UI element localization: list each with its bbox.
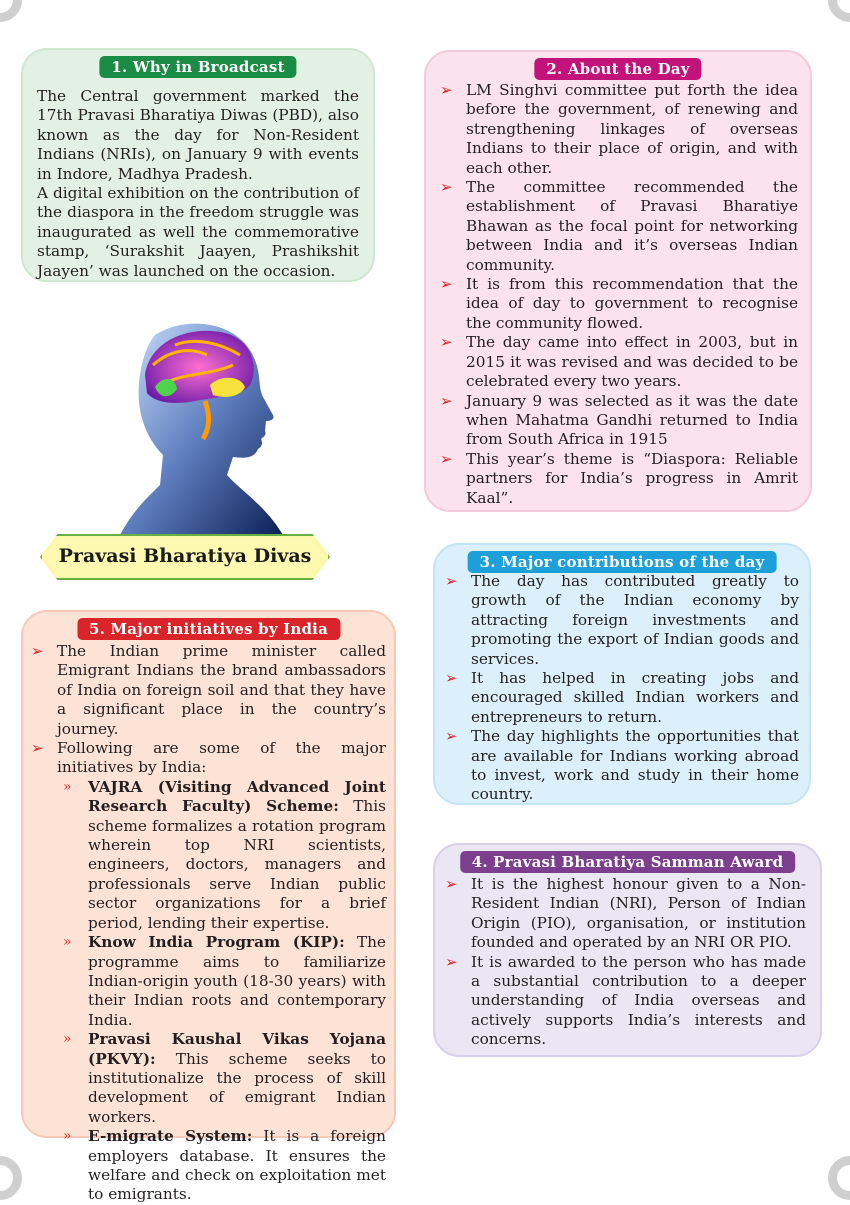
item-text: January 9 was selected as it was the date when Mahatma Gandhi returned to India from South Africa in 1915 [466,391,798,449]
item-text: Following are some of the major initiatives by India: [57,739,386,777]
brain-head-profile-icon [115,315,285,535]
paragraph: The Central government marked the 17th Pravasi Bharatiya Diwas (PBD), also known as the day for Non-Resident Indians (NRIs), on January 9 with events in Indore, Madhya Pradesh. [37,87,359,183]
list-item [440,333,798,391]
item-text: The committee recommended the establishment of Pravasi Bharatiye Bhawan as the focal point for networking between India and it’s overseas Indian community. [466,178,798,274]
list-item [445,727,799,805]
initiative-item [57,1127,386,1205]
box-content [445,875,806,1050]
double-chevron-icon: » [63,934,72,951]
box-title: 5. Major initiatives by India [77,618,340,640]
item-text: The day highlights the opportunities that are available for Indians working abroad to invest, work and study in their home country. [471,727,799,804]
initiative-text: This scheme formalizes a rotation program wherein top NRI scientists, engineers, doctors, managers and professionals serve Indian public sector organizations for a brief period, lending their expertise. [88,797,386,932]
initiatives-list [57,778,386,1205]
box-content [37,87,359,281]
major-initiatives-box [21,610,396,1204]
arrowhead-bullet-icon: ➢ [445,727,458,746]
list-item [31,642,386,739]
arrowhead-bullet-icon: ➢ [440,178,453,197]
item-text: It is the highest honour given to a Non-Resident Indian (NRI), Person of Indian Origin (PIO), organisation, or institution founded and operated by an NRI OR PIO. [471,875,806,952]
box-title: 3. Major contributions of the day [468,551,777,573]
list-item [445,953,806,1050]
box-content [445,572,799,805]
banner-title: Pravasi Bharatiya Divas [58,545,312,567]
initiative-item [57,778,386,933]
list-item [445,572,799,669]
initiative-name: E-migrate System: [88,1127,253,1146]
initiative-text: The programme aims to familiarize Indian-origin youth (18-30 years) with their Indian roots and contemporary India. [88,933,386,1029]
list-item [445,669,799,727]
box-title: 1. Why in Broadcast [99,56,296,78]
item-text: This year’s theme is “Diaspora: Reliable partners for India’s progress in Amrit Kaal”. [466,449,798,507]
arrowhead-bullet-icon: ➢ [440,275,453,294]
corner-decoration [828,1156,850,1200]
item-text: The Indian prime minister called Emigrant Indians the brand ambassadors of India on foreign soil and that they have a significant place in the country’s journey. [57,642,386,738]
arrowhead-bullet-icon: ➢ [440,449,453,468]
item-text: The day came into effect in 2003, but in 2015 it was revised and was decided to be celebrated every two years. [466,333,798,391]
box-title: 4. Pravasi Bharatiya Samman Award [460,851,796,873]
initiative-item [57,1030,386,1127]
item-text: LM Singhvi committee put forth the idea before the government, of renewing and strengthening linkages of overseas Indians to their place of origin, and with each other. [466,81,798,177]
paragraph: A digital exhibition on the contribution of the diaspora in the freedom struggle was inaugurated as well the commemorative stamp, ‘Surakshit Jaayen, Prashikshit Jaayen’ was launched on the occasion. [37,184,359,280]
corner-decoration [828,0,850,22]
list-item [31,739,386,1205]
arrowhead-bullet-icon: ➢ [445,572,458,590]
double-chevron-icon: » [63,1031,72,1048]
corner-decoration [0,1156,22,1200]
why-in-broadcast-box [21,48,375,282]
item-text: It is awarded to the person who has made a substantial contribution to a deeper understanding of India overseas and actively supports India’s interests and concerns. [471,952,806,1049]
arrowhead-bullet-icon: ➢ [31,739,44,758]
list-item [440,275,798,333]
initiative-item [57,933,386,1030]
initiative-name: VAJRA (Visiting Advanced Joint Research Faculty) Scheme: [88,777,386,816]
arrowhead-bullet-icon: ➢ [440,333,453,352]
item-text: The day has contributed greatly to growth of the Indian economy by attracting foreign investments and promoting the export of Indian goods and services. [471,572,799,668]
item-text: It has helped in creating jobs and encouraged skilled Indian workers and entrepreneurs to return. [471,669,799,726]
arrowhead-bullet-icon: ➢ [31,642,44,660]
list-item [440,450,798,508]
title-banner [40,534,330,580]
samman-award-box [433,843,822,1057]
list-item [440,178,798,275]
list-item [445,875,806,953]
double-chevron-icon: » [63,778,72,795]
arrowhead-bullet-icon: ➢ [440,391,453,410]
list-item [440,81,798,178]
arrowhead-bullet-icon: ➢ [445,669,458,688]
about-the-day-box [424,50,812,512]
corner-decoration [0,0,22,22]
box-content [31,642,386,1205]
item-text: It is from this recommendation that the idea of day to government to recognise the community flowed. [466,275,798,332]
major-contributions-box [433,543,811,805]
arrowhead-bullet-icon: ➢ [440,81,453,99]
list-item [440,392,798,450]
arrowhead-bullet-icon: ➢ [445,875,458,893]
initiative-name: Know India Program (KIP): [88,933,345,952]
initiative-text: It is a foreign employers database. It ensures the welfare and check on exploitation met to emigrants. [88,1127,386,1204]
box-content [440,81,798,508]
initiative-name: Pravasi Kaushal Vikas Yojana (PKVY): [88,1030,386,1068]
double-chevron-icon: » [63,1128,72,1145]
box-title: 2. About the Day [534,58,701,80]
arrowhead-bullet-icon: ➢ [445,952,458,971]
initiative-text: This scheme seeks to institutionalize the process of skill development of emigrant Indian workers. [88,1049,386,1126]
